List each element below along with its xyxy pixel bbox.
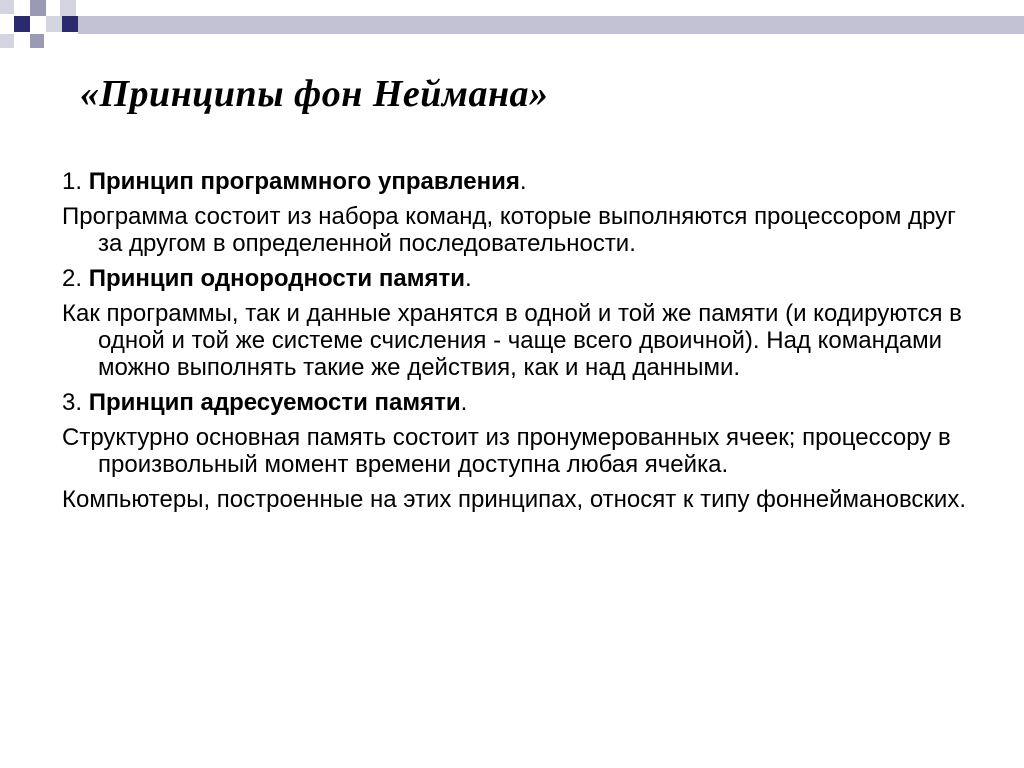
principle-3-description: Структурно основная память состоит из пронумерованных ячеек; процессору в произвольный момент времени доступна любая ячейка.	[62, 424, 951, 478]
principle-3-heading: 3. Принцип адресуемости памяти.	[62, 389, 468, 416]
deco-square	[0, 0, 14, 14]
deco-square	[30, 0, 46, 16]
conclusion: Компьютеры, построенные на этих принципах, относят к типу фоннеймановских.	[62, 486, 967, 513]
header-bar	[78, 16, 1024, 34]
deco-square	[14, 16, 30, 32]
principle-1-description: Программа состоит из набора команд, которые выполняются процессором друг за другом в определенной последовательности.	[62, 203, 956, 257]
principle-2-description: Как программы, так и данные хранятся в одной и той же памяти (и кодируются в одной и той же системе счисления - чаще всего двоичной). Над командами можно выполнять такие же действия, как и над данными.	[62, 300, 962, 381]
deco-square	[60, 0, 76, 16]
slide-title: «Принципы фон Неймана»	[80, 73, 549, 115]
header-decoration	[0, 0, 1024, 60]
deco-square	[30, 34, 44, 48]
principle-1-heading: 1. Принцип программного управления.	[62, 168, 527, 195]
deco-square	[62, 16, 78, 32]
deco-square	[46, 16, 62, 32]
slide-content	[62, 168, 982, 521]
deco-square	[0, 34, 14, 48]
principle-2-heading: 2. Принцип однородности памяти.	[62, 265, 472, 292]
